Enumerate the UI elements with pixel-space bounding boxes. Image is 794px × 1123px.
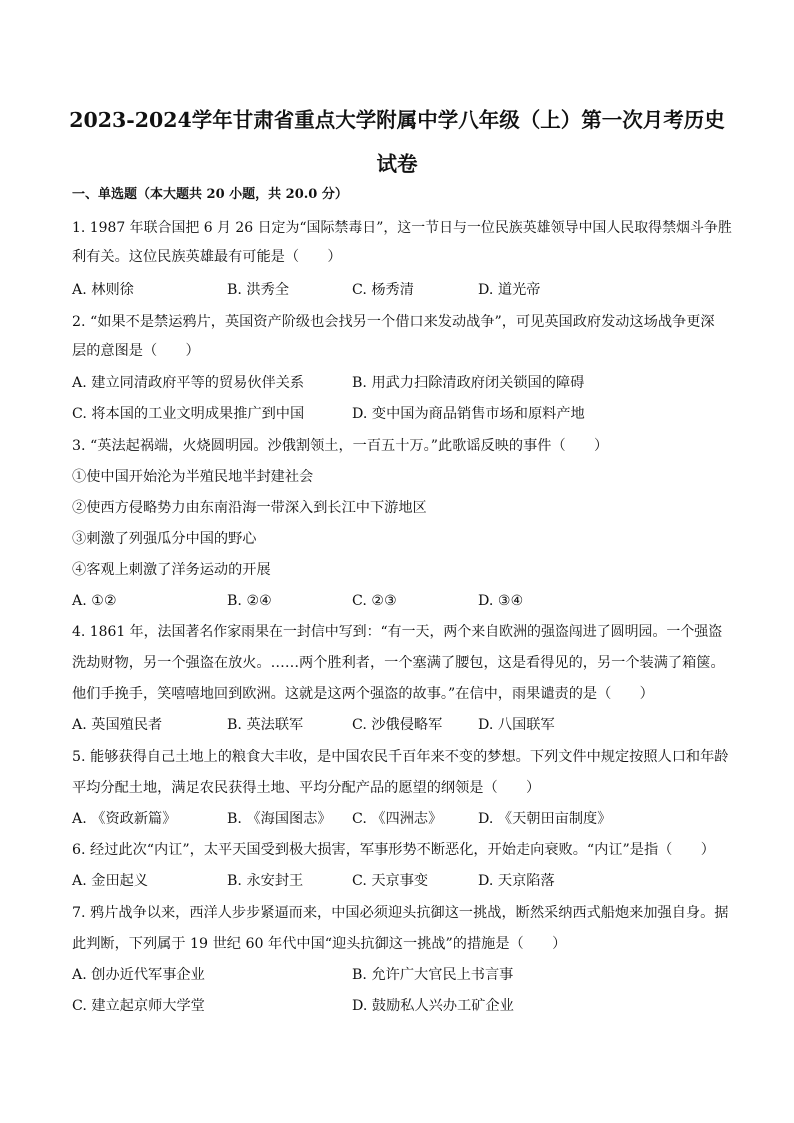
question-text: 此判断，下列属于 19 世纪 60 年代中国“迎头抗御这一挑战”的措施是（ ）: [72, 936, 567, 952]
option-a: A. 林则徐: [72, 282, 134, 298]
question-text: 1. 1987 年联合国把 6 月 26 日定为“国际禁毒日”，这一节日与一位民族英雄领导中国人民取得禁烟斗争胜: [72, 220, 732, 236]
question-text: 他们手挽手，笑嘻嘻地回到欧洲。这就是这两个强盗的故事。”在信中，雨果谴责的是（ ）: [72, 686, 654, 702]
option-b: B. ②④: [227, 593, 272, 609]
option-c: C. ②③: [352, 593, 397, 609]
exam-title-line1: 2023-2024学年甘肃省重点大学附属中学八年级（上）第一次月考历史: [69, 108, 725, 132]
option-a: A. 创办近代军事企业: [72, 967, 205, 983]
question-text: 5. 能够获得自己土地上的粮食大丰收，是中国农民千百年来不变的梦想。下列文件中规定按照人口和年龄: [72, 749, 729, 765]
statement-3: ③刺激了列强瓜分中国的野心: [72, 531, 257, 547]
option-d: D. 道光帝: [478, 282, 541, 298]
option-a: A. ①②: [72, 593, 117, 609]
option-b: B. 洪秀全: [227, 282, 290, 298]
option-c: C. 天京事变: [352, 873, 429, 889]
option-d: D. 鼓励私人兴办工矿企业: [352, 998, 514, 1014]
option-b: B. 英法联军: [227, 717, 304, 733]
option-c: C. 《四洲志》: [352, 811, 443, 827]
statement-4: ④客观上刺激了洋务运动的开展: [72, 562, 271, 578]
statement-2: ②使西方侵略势力由东南沿海一带深入到长江中下游地区: [72, 500, 427, 516]
option-a: A. 建立同清政府平等的贸易伙伴关系: [72, 375, 305, 391]
question-text: 7. 鸦片战争以来，西洋人步步紧逼而来，中国必须迎头抗御这一挑战，断然采纳西式船炮来加强自身。据: [72, 905, 729, 921]
option-d: D. 八国联军: [478, 717, 555, 733]
option-c: C. 建立起京师大学堂: [72, 998, 205, 1014]
section-heading: 一、单选题（本大题共 20 小题，共 20.0 分）: [72, 187, 348, 202]
option-a: A. 金田起义: [72, 873, 149, 889]
option-b: B. 永安封王: [227, 873, 304, 889]
question-text: 洗劫财物，另一个强盗在放火。……两个胜利者，一个塞满了腰包，这是看得见的，另一个装满了箱箧。: [72, 655, 725, 671]
question-text: 2. “如果不是禁运鸦片，英国资产阶级也会找另一个借口来发动战争”，可见英国政府发动这场战争更深: [72, 314, 715, 330]
option-c: C. 杨秀清: [352, 282, 414, 298]
question-text: 平均分配土地，满足农民获得土地、平均分配产品的愿望的纲领是（ ）: [72, 780, 541, 796]
question-text: 6. 经过此次“内讧”，太平天国受到极大损害，军事形势不断恶化，开始走向衰败。“内讧”是指（ ）: [72, 842, 715, 858]
option-b: B. 用武力扫除清政府闭关锁国的障碍: [352, 375, 585, 391]
question-text: 层的意图是（ ）: [72, 343, 200, 359]
question-text: 3. “英法起祸端，火烧圆明园。沙俄割领土，一百五十万。”此歌谣反映的事件（ ）: [72, 438, 609, 454]
option-b: B. 《海国图志》: [227, 811, 332, 827]
option-d: D. 《天朝田亩制度》: [478, 811, 612, 827]
option-d: D. ③④: [478, 593, 524, 609]
question-text: 4. 1861 年，法国著名作家雨果在一封信中写到：“有一天，两个来自欧洲的强盗闯进了圆明园。一个强盗: [72, 624, 723, 640]
question-text: 利有关。这位民族英雄最有可能是（ ）: [72, 249, 342, 265]
option-d: D. 天京陷落: [478, 873, 555, 889]
statement-1: ①使中国开始沦为半殖民地半封建社会: [72, 469, 314, 485]
option-a: A. 英国殖民者: [72, 717, 163, 733]
option-b: B. 允许广大官民上书言事: [352, 967, 514, 983]
option-a: A. 《资政新篇》: [72, 811, 177, 827]
exam-title-line2: 试卷: [376, 152, 418, 176]
option-d: D. 变中国为商品销售市场和原料产地: [352, 406, 585, 422]
option-c: C. 沙俄侵略军: [352, 717, 443, 733]
option-c: C. 将本国的工业文明成果推广到中国: [72, 406, 305, 422]
